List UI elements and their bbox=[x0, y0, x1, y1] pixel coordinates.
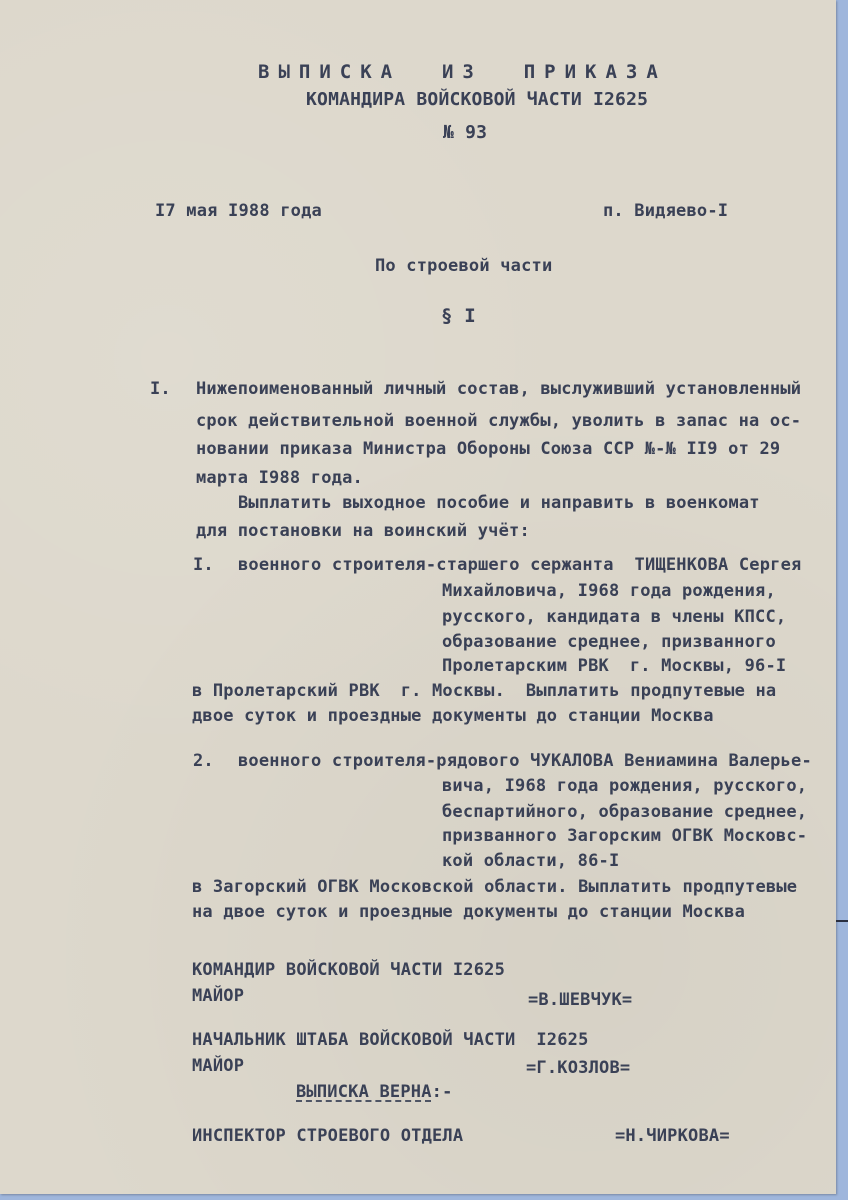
person-line: кой области, 86-I bbox=[442, 851, 620, 871]
person-line: призванного Загорским ОГВК Московс- bbox=[442, 826, 808, 846]
verified-label bbox=[296, 1084, 453, 1101]
person-number: I. bbox=[193, 555, 214, 575]
verified-suffix: :- bbox=[431, 1082, 453, 1102]
person-line: военного строителя-рядового ЧУКАЛОВА Вениамина Валерье- bbox=[238, 751, 812, 771]
inspector-name: =Н.ЧИРКОВА= bbox=[615, 1126, 730, 1146]
commander-rank: МАЙОР bbox=[192, 986, 245, 1006]
commander-name: =В.ШЕВЧУК= bbox=[528, 990, 633, 1010]
section-heading: По строевой части bbox=[375, 256, 553, 276]
item-number: I. bbox=[150, 379, 171, 399]
person-line: беспартийного, образование среднее, bbox=[442, 802, 808, 822]
payment-line: для постановки на воинский учёт: bbox=[196, 521, 530, 541]
person-line: Михайловича, I968 года рождения, bbox=[442, 581, 776, 601]
person-line: в Пролетарский РВК г. Москвы. Выплатить продпутевые на bbox=[192, 681, 777, 701]
order-number: № 93 bbox=[443, 122, 488, 143]
person-line: Пролетарским РВК г. Москвы, 96-I bbox=[442, 656, 787, 676]
person-line: военного строителя-старшего сержанта ТИЩЕНКОВА Сергея bbox=[238, 555, 802, 575]
person-line: двое суток и проездные документы до станции Москва bbox=[192, 706, 714, 726]
person-line: вича, I968 года рождения, русского, bbox=[442, 776, 808, 796]
commander-title: КОМАНДИР ВОЙСКОВОЙ ЧАСТИ I2625 bbox=[192, 960, 506, 980]
chief-of-staff-rank: МАЙОР bbox=[192, 1056, 245, 1076]
person-line: в Загорский ОГВК Московской области. Выплатить продпутевые bbox=[192, 877, 798, 897]
chief-of-staff-name: =Г.КОЗЛОВ= bbox=[526, 1058, 631, 1078]
intro-line: срок действительной военной службы, уволить в запас на ос- bbox=[196, 411, 802, 431]
person-number: 2. bbox=[193, 751, 214, 771]
paragraph-mark: § I bbox=[441, 305, 476, 327]
order-place: п. Видяево-I bbox=[603, 201, 729, 221]
chief-of-staff-title: НАЧАЛЬНИК ШТАБА ВОЙСКОВОЙ ЧАСТИ I2625 bbox=[192, 1030, 589, 1050]
order-date: I7 мая I988 года bbox=[155, 201, 322, 221]
intro-line: марта I988 года. bbox=[196, 468, 363, 488]
page-edge-line bbox=[836, 920, 848, 922]
inspector-title: ИНСПЕКТОР СТРОЕВОГО ОТДЕЛА bbox=[192, 1126, 464, 1146]
document-title: ВЫПИСКА ИЗ ПРИКАЗА bbox=[258, 61, 667, 83]
person-line: образование среднее, призванного bbox=[442, 632, 776, 652]
verified-text: ВЫПИСКА ВЕРНА bbox=[296, 1082, 432, 1102]
person-line: на двое суток и проездные документы до станции Москва bbox=[192, 902, 746, 922]
intro-line: новании приказа Министра Обороны Союза ССР №-№ II9 от 29 bbox=[196, 439, 781, 459]
payment-line: Выплатить выходное пособие и направить в военкомат bbox=[238, 493, 760, 513]
person-line: русского, кандидата в члены КПСС, bbox=[442, 607, 787, 627]
document-subtitle: КОМАНДИРА ВОЙСКОВОЙ ЧАСТИ I2625 bbox=[306, 89, 649, 110]
intro-line: Нижепоименованный личный состав, выслуживший установленный bbox=[196, 379, 802, 399]
